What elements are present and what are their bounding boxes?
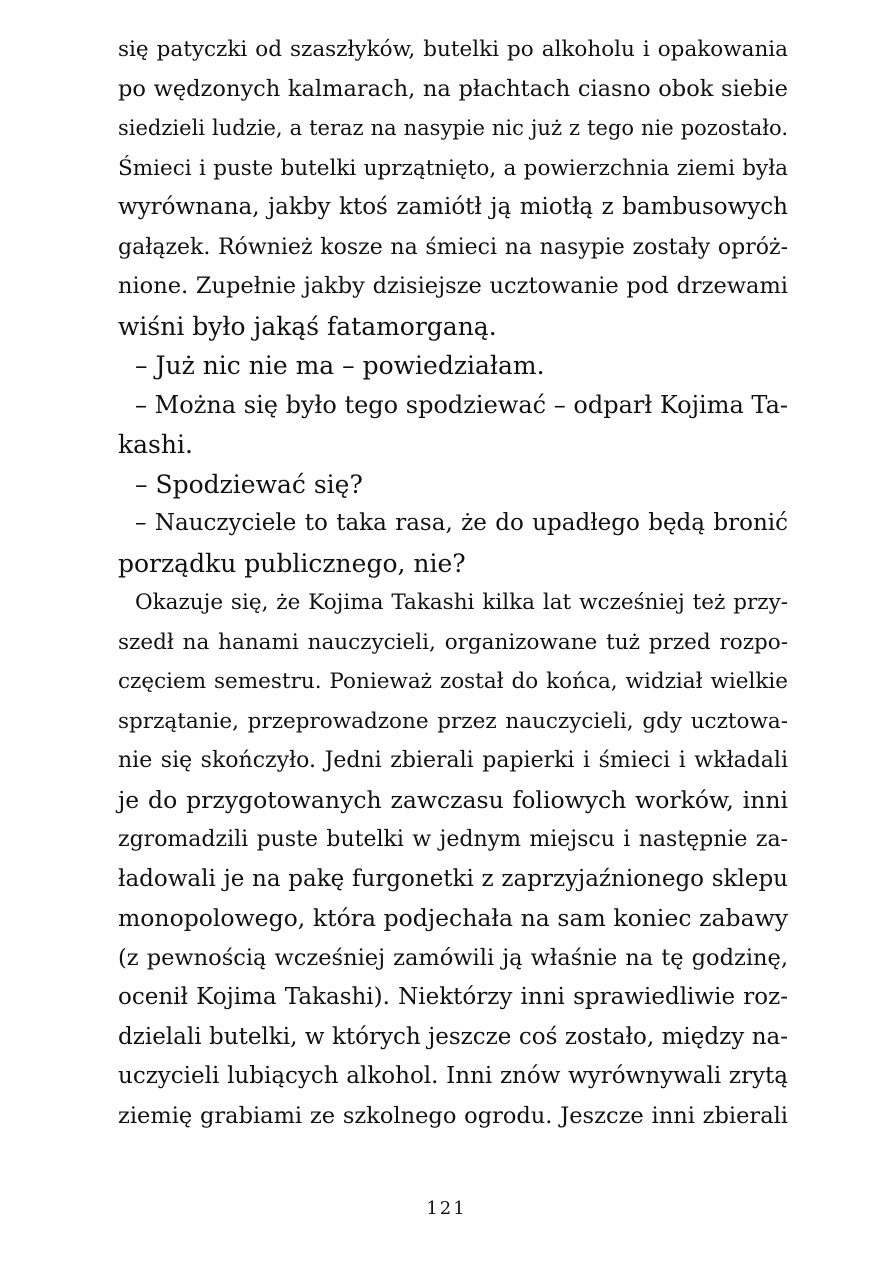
text-line: porządku publicznego, nie? bbox=[118, 548, 466, 578]
dialogue-line: – Nauczyciele to taka rasa, że do upadłego będą bronić bbox=[135, 510, 788, 536]
text-line: sprzątanie, przeprowadzone przez nauczycieli, gdy ucztowa- bbox=[118, 708, 788, 734]
text-line: częciem semestru. Ponieważ został do końca, widział wielkie bbox=[118, 669, 788, 694]
text-line: dzielali butelki, w których jeszcze coś zostało, między na- bbox=[118, 1023, 788, 1050]
dialogue-line: – Można się było tego spodziewać – odparł Kojima Ta- bbox=[135, 390, 788, 419]
text-line: nie się skończyło. Jedni zbierali papierki i śmieci i wkładali bbox=[118, 748, 788, 773]
text-line: je do przygotowanych zawczasu foliowych worków, inni bbox=[118, 785, 788, 814]
text-line: wiśni było jakąś fatamorganą. bbox=[118, 311, 497, 341]
text-line: ładowali je na pakę furgonetki z zaprzyjaźnionego sklepu bbox=[118, 865, 788, 892]
page-number: 121 bbox=[426, 1198, 467, 1219]
text-line: ziemię grabiami ze szkolnego ogrodu. Jeszcze inni zbierali bbox=[118, 1102, 788, 1129]
text-line: monopolowego, która podjechała na sam koniec zabawy bbox=[118, 904, 788, 932]
paragraph-start-line: Okazuje się, że Kojima Takashi kilka lat wcześniej też przy- bbox=[135, 590, 788, 615]
text-line: uczycieli lubiących alkohol. Inni znów wyrównywali zrytą bbox=[118, 1063, 788, 1089]
dialogue-line: – Już nic nie ma – powiedziałam. bbox=[135, 351, 545, 380]
body-text bbox=[118, 30, 788, 1136]
text-line: po wędzonych kalmarach, na płachtach ciasno obok siebie bbox=[118, 75, 788, 102]
text-line: gałązek. Również kosze na śmieci na nasypie zostały opróż- bbox=[118, 234, 788, 260]
text-line: Śmieci i puste butelki uprzątnięto, a powierzchnia ziemi była bbox=[118, 155, 788, 181]
text-line: (z pewnością wcześniej zamówili ją właśnie na tę godzinę, bbox=[118, 944, 788, 971]
text-line: siedzieli ludzie, a teraz na nasypie nic już z tego nie pozostało. bbox=[118, 116, 788, 140]
dialogue-line: – Spodziewać się? bbox=[135, 469, 363, 499]
text-line: się patyczki od szaszłyków, butelki po alkoholu i opakowania bbox=[118, 37, 788, 62]
text-line: ocenił Kojima Takashi). Niektórzy inni sprawiedliwie roz- bbox=[118, 984, 788, 1010]
text-line: kashi. bbox=[118, 430, 193, 459]
text-line: zgromadzili puste butelki w jednym miejscu i następnie za- bbox=[118, 827, 788, 852]
text-line: szedł na hanami nauczycieli, organizowane tuż przed rozpo- bbox=[118, 629, 788, 655]
text-line: nione. Zupełnie jakby dzisiejsze ucztowanie pod drzewami bbox=[118, 273, 788, 299]
text-line: wyrównana, jakby ktoś zamiótł ją miotłą z bambusowych bbox=[118, 194, 788, 220]
